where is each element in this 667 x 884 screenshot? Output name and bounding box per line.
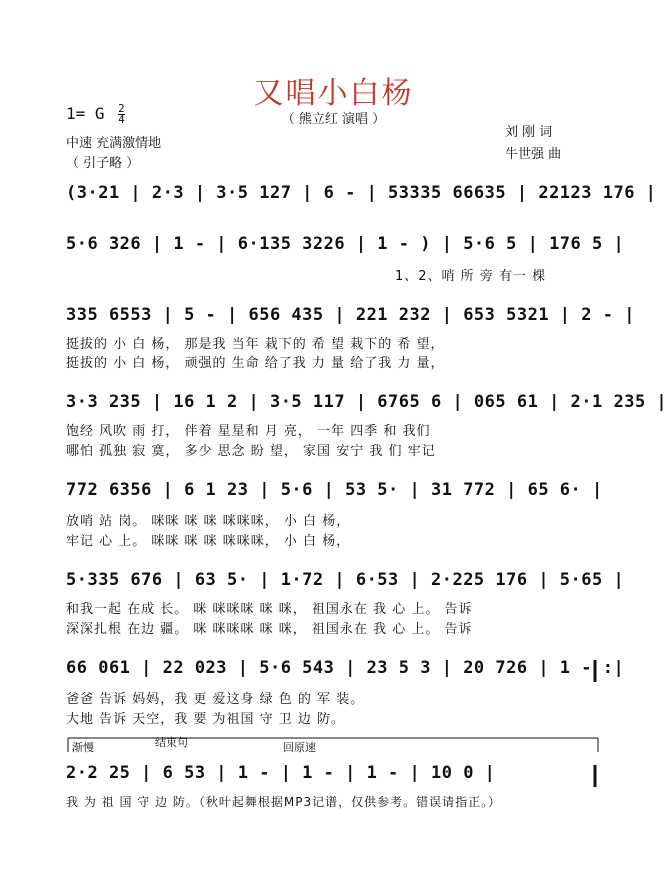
lyric-row-3-verse-1: 挺拔的 小 白 杨， 那是我 当年 栽下的 希 望 栽下的 希 望， [66,337,445,352]
lyric-row-5-verse-2: 牢记 心 上。 咪咪 咪 咪 咪咪咪， 小 白 杨， [66,534,351,549]
meter-bottom: 4 [118,113,125,126]
lyric-row-8-verse-1: 我 为 祖 国 守 边 防。（秋叶起舞根据MP3记谱，仅供参考。错误请指正。） [66,795,502,809]
score-row-3: 335 6553 | 5 - | 656 435 | 221 232 | 653 5321 | 2 - | [66,305,635,325]
tempo-back-marking: 回原速 [283,741,316,754]
lyric-row-7-verse-1: 爸爸 告诉 妈妈，我 更 爱这身 绿 色 的 军 装。 [66,692,365,707]
lyric-row-5-verse-1: 放哨 站 岗。 咪咪 咪 咪 咪咪咪， 小 白 杨， [66,514,351,529]
singer-credit: （ 熊立红 演唱 ） [281,112,386,127]
score-row-5: 772 6356 | 6 1 23 | 5·6 | 53 5· | 31 772 | 65 6· | [66,480,603,500]
score-row-7: 66 061 | 22 023 | 5·6 543 | 23 5 3 | 20 726 | 1 - :| [66,658,625,678]
meter-top: 2 [118,102,125,115]
composer-credit: 牛世强 曲 [505,147,562,162]
intro-note: （ 引子略 ） [66,156,140,171]
lyric-row-2-verse-1: 1、2、哨 所 旁 有一 棵 [395,269,547,284]
song-title: 又唱小白杨 [253,76,414,111]
score-row-4: 3·3 235 | 16 1 2 | 3·5 117 | 6765 6 | 065 61 | 2·1 235 | [66,392,667,412]
tempo-marking: 中速 充满激情地 [66,136,162,151]
score-row-2: 5·6 326 | 1 - | 6·135 3226 | 1 - ) | 5·6 5 | 176 5 | [66,234,625,254]
lyricist-credit: 刘 刚 词 [505,125,553,140]
lyric-row-4-verse-1: 饱经 风吹 雨 打， 伴着 星星和 月 亮， 一年 四季 和 我们 [66,424,431,439]
score-row-1: (3·21 | 2·3 | 3·5 127 | 6 - | 53335 66635 | 22123 176 | [66,183,657,203]
key-text: 1= G [66,104,105,123]
lyric-row-6-verse-2: 深深扎根 在边 疆。 咪 咪咪咪 咪 咪， 祖国永在 我 心 上。 告诉 [66,622,473,637]
lyric-row-4-verse-2: 哪怕 孤独 寂 寞， 多少 思念 盼 望， 家国 安宁 我 们 牢记 [66,444,436,459]
lyric-row-7-verse-2: 大地 告诉 天空，我 要 为祖国 守 卫 边 防。 [66,712,346,727]
lyric-row-3-verse-2: 挺拔的 小 白 杨， 顽强的 生命 给了我 力 量 给了我 力 量， [66,356,445,371]
slow-down-marking: 渐慢 [72,741,94,754]
score-row-6: 5·335 676 | 63 5· | 1·72 | 6·53 | 2·225 176 | 5·65 | [66,570,625,590]
lyric-row-6-verse-1: 和我一起 在成 长。 咪 咪咪咪 咪 咪， 祖国永在 我 心 上。 告诉 [66,602,473,617]
score-row-8: 2·2 25 | 6 53 | 1 - | 1 - | 1 - | 10 0 | [66,763,496,783]
ending-phrase-marking: 结束句 [155,736,188,749]
